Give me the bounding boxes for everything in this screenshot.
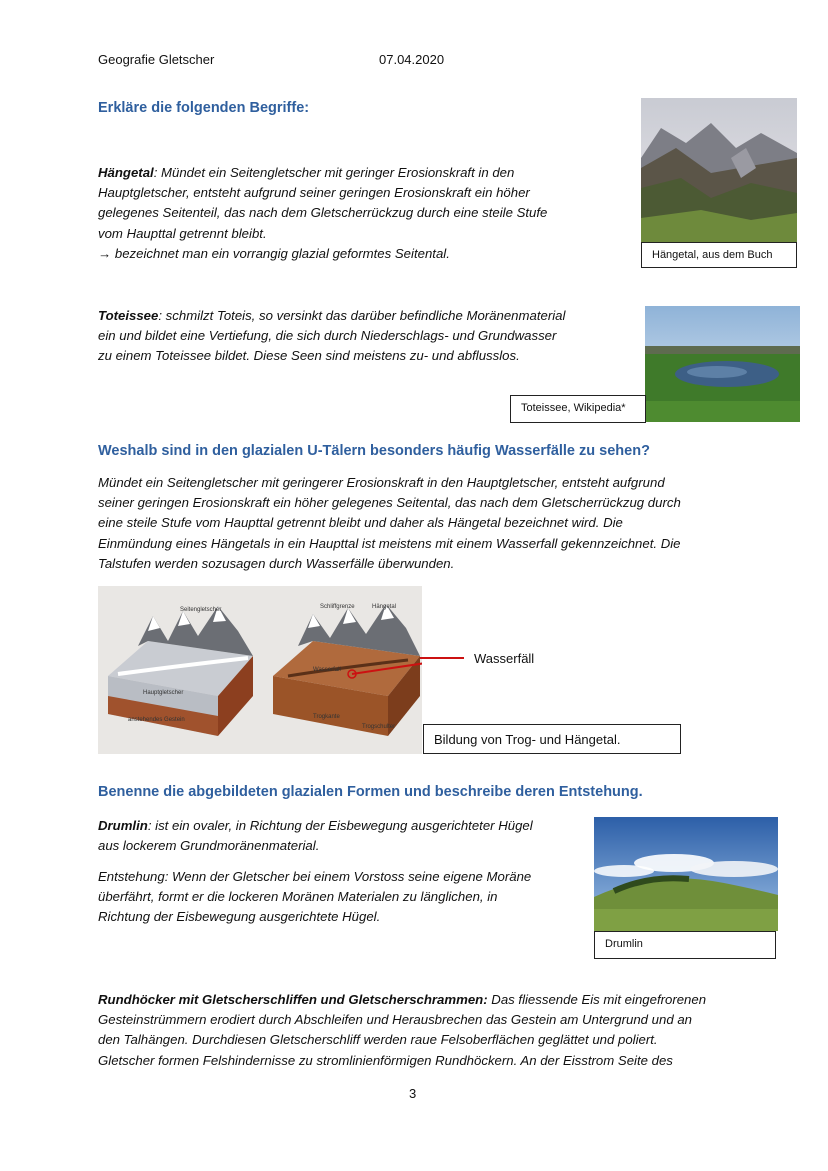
caption-haengetal: Hängetal, aus dem Buch — [641, 242, 797, 268]
label-schliffgrenze: Schliffgrenze — [320, 604, 355, 610]
caption-drumlin: Drumlin — [594, 931, 776, 959]
trogtal-diagram — [98, 586, 422, 754]
paragraph-toteissee: Toteissee: schmilzt Toteis, so versinkt das darüber befindliche Moränenmaterial ein und bildet eine Vertiefung, die sich durch Niederschlags- und Grundwasser zu einem Toteissee bildet. Diese Seen sind meistens zu- und abflusslos. — [98, 308, 566, 364]
section-heading-formen: Benenne die abgebildeten glazialen Formen und beschreibe deren Entstehung. — [98, 784, 643, 800]
paragraph-haengetal: Hängetal: Mündet ein Seitengletscher mit geringer Erosionskraft in den Hauptgletscher, entsteht aufgrund seiner geringen Erosionskraft ein höher gelegenes Seitenteil, das nach dem Gletscherrückzug durch eine steile Stufe vom Haupttal getrennt bleibt. → bezeichnet man ein vorrangig glazial geformtes Seitental. — [98, 165, 548, 261]
label-trogkante: Trogkante — [313, 714, 340, 720]
label-trogschulter: Trogschulter — [362, 724, 396, 730]
section-heading-wasserfaelle: Weshalb sind in den glazialen U-Tälern besonders häufig Wasserfälle zu sehen? — [98, 443, 650, 459]
paragraph-wasserfaelle: Mündet ein Seitengletscher mit geringerer Erosionskraft in den Hauptgletscher, entsteht aufgrund seiner geringen Erosionskraft ein höher gelegenes Seitental, das nach dem Gletscherrückzug durch eine steile Stufe vom Haupttal getrennt bleibt und daher als Hängetal bezeichnet wird. Die Einmündung eines Hängetals in ein Haupttal ist meistens mit einem Wasserfall gekennzeichnet. Die Talstufen werden sozusagen durch Wasserfälle überwunden. — [98, 475, 681, 571]
label-wasserfall-diagram: Wasserfall — [313, 667, 341, 673]
term-drumlin: Drumlin — [98, 818, 148, 833]
label-haengetal-diagram: Hängetal — [372, 604, 397, 610]
label-hauptgletscher: Hauptgletscher — [143, 690, 184, 696]
document-date: 07.04.2020 — [379, 52, 445, 67]
label-wasserfaell: Wasserfäll — [474, 651, 535, 666]
drumlin-photo — [594, 817, 778, 931]
page-number: 3 — [409, 1086, 417, 1101]
paragraph-drumlin-entstehung: Entstehung: Wenn der Gletscher bei einem Vorstoss seine eigene Moräne überfährt, formt er die lockeren Moränen Materialen zu länglichen, in Richtung der Eisbewegung ausgerichtete Hügel. — [98, 869, 532, 925]
toteissee-photo — [645, 306, 800, 422]
caption-toteissee: Toteissee, Wikipedia* — [510, 395, 646, 423]
label-gestein: anstehendes Gestein — [128, 717, 185, 723]
term-toteissee: Toteissee — [98, 308, 159, 323]
haengetal-photo — [641, 98, 797, 242]
document-title: Geografie Gletscher — [98, 52, 215, 67]
arrow-icon: → — [98, 245, 115, 261]
term-haengetal: Hängetal — [98, 165, 154, 180]
label-seitengletscher: Seitengletscher — [180, 607, 222, 613]
paragraph-rundhoecker: Rundhöcker mit Gletscherschliffen und Gletscherschrammen: Das fliessende Eis mit eingefrorenen Gesteinstrümmern erodiert durch Abschleifen und Herausbrechen das Gestein am Untergrund und an den Talhängen. Durchdiesen Gletscherschliff werden raue Felsoberflächen geglättet und poliert. Gletscher formen Felshindernisse zu stromlinienförmigen Rundhöckern. An der Eisstrom Seite des — [98, 992, 707, 1068]
caption-trogtal: Bildung von Trog- und Hängetal. — [423, 724, 681, 754]
section-heading-begriffe: Erkläre die folgenden Begriffe: — [98, 100, 310, 116]
wasserfall-pointer-extension — [420, 650, 470, 666]
paragraph-drumlin: Drumlin: ist ein ovaler, in Richtung der Eisbewegung ausgerichteter Hügel aus lockerem Grundmoränenmaterial. — [98, 818, 533, 854]
term-rundhoecker: Rundhöcker mit Gletscherschliffen und Gletscherschrammen: — [98, 992, 488, 1007]
